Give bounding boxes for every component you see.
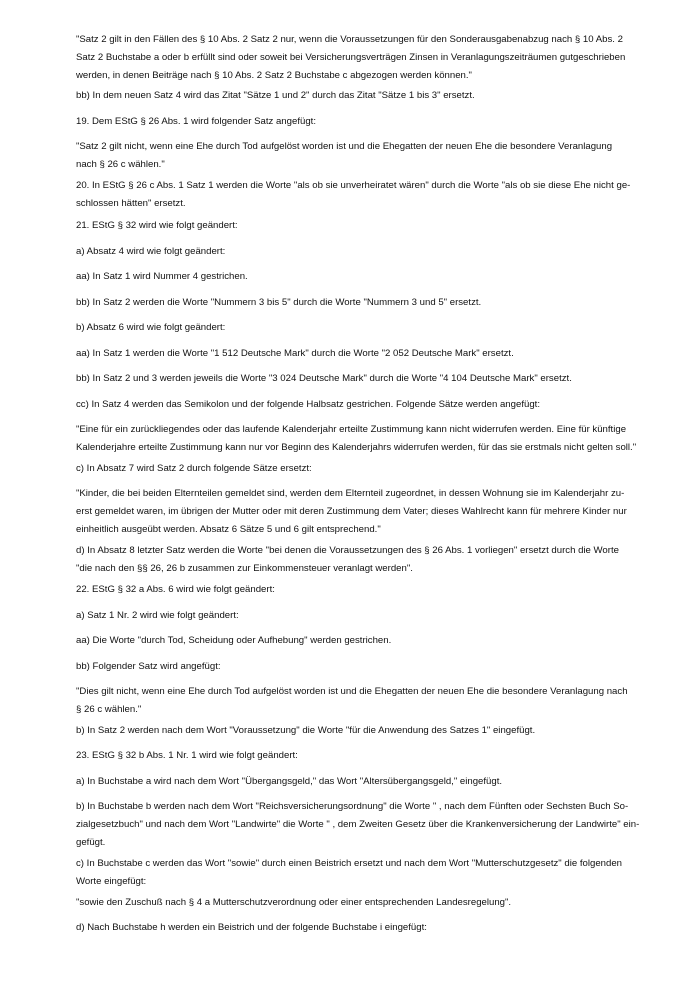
text-line: aa) Die Worte "durch Tod, Scheidung oder Aufhebung" werden gestrichen.: [76, 635, 392, 646]
paragraph: [76, 268, 634, 286]
paragraph: [76, 607, 634, 625]
paragraph: [76, 485, 634, 540]
text-line: nach § 26 c wählen.": [76, 159, 165, 171]
text-line: erst gemeldet waren, im übrigen der Mutter oder mit deren Zustimmung dem Vater; dieses Wahlrecht kann für mehrere Kinder nur: [76, 506, 627, 518]
text-line: "Kinder, die bei beiden Elternteilen gemeldet sind, werden dem Elternteil zugeordnet, in dessen Wohnung sie im Kalenderjahr zu-: [76, 488, 625, 499]
paragraph: [76, 319, 634, 337]
text-line: bb) Folgender Satz wird angefügt:: [76, 661, 221, 672]
paragraph: [76, 460, 634, 478]
paragraph: [76, 294, 634, 312]
paragraph: [76, 683, 634, 719]
text-line: schlossen hätten" ersetzt.: [76, 198, 186, 210]
text-line: 23. EStG § 32 b Abs. 1 Nr. 1 wird wie folgt geändert:: [76, 750, 298, 761]
text-line: b) In Satz 2 werden nach dem Wort "Voraussetzung" die Worte "für die Anwendung des Satzes 1" eingefügt.: [76, 725, 536, 736]
paragraph: [76, 919, 634, 937]
paragraph: [76, 177, 634, 213]
text-line: c) In Buchstabe c werden das Wort "sowie" durch einen Beistrich ersetzt und nach dem Wort "Mutterschutzgesetz" die folgenden: [76, 858, 622, 869]
paragraph: [76, 113, 634, 131]
text-line: "Eine für ein zurückliegendes oder das laufende Kalenderjahr erteilte Zustimmung kann nicht widerrufen werden. Eine für künftige: [76, 424, 627, 435]
text-line: § 26 c wählen.": [76, 704, 142, 716]
text-line: d) Nach Buchstabe h werden ein Beistrich und der folgende Buchstabe i eingefügt:: [76, 922, 427, 933]
text-line: einheitlich ausgeübt werden. Absatz 6 Sätze 5 und 6 gilt entsprechend.": [76, 524, 381, 536]
paragraph: [76, 370, 634, 388]
text-line: d) In Absatz 8 letzter Satz werden die Worte "bei denen die Voraussetzungen des § 26 Abs. 1 vorliegen" ersetzt durch die Worte: [76, 545, 619, 556]
text-line: bb) In Satz 2 werden die Worte "Nummern 3 bis 5" durch die Worte "Nummern 3 und 5" ersetzt.: [76, 297, 482, 308]
text-line: "Satz 2 gilt nicht, wenn eine Ehe durch Tod aufgelöst worden ist und die Ehegatten der neuen Ehe die besondere Veranlagung: [76, 141, 613, 152]
paragraph: [76, 217, 634, 235]
text-line: bb) In Satz 2 und 3 werden jeweils die Worte "3 024 Deutsche Mark" durch die Worte "4 104 Deutsche Mark" ersetzt.: [76, 373, 572, 384]
paragraph: [76, 581, 634, 599]
text-line: gefügt.: [76, 837, 106, 849]
text-line: a) In Buchstabe a wird nach dem Wort "Übergangsgeld," das Wort "Altersübergangsgeld," eingefügt.: [76, 776, 503, 787]
paragraph: [76, 798, 640, 853]
text-line: a) Absatz 4 wird wie folgt geändert:: [76, 246, 226, 257]
text-line: "Dies gilt nicht, wenn eine Ehe durch Tod aufgelöst worden ist und die Ehegatten der neuen Ehe die besondere Veranlagung nach: [76, 686, 628, 697]
paragraph: [76, 632, 634, 650]
paragraph: [76, 894, 634, 912]
text-line: zialgesetzbuch" und nach dem Wort "Landwirte" die Worte " , dem Zweiten Gesetz über die Krankenversicherung der Landwirte" ein-: [76, 819, 640, 831]
text-line: a) Satz 1 Nr. 2 wird wie folgt geändert:: [76, 610, 239, 621]
text-line: Worte eingefügt:: [76, 876, 147, 888]
paragraph: [76, 747, 634, 765]
paragraph: [76, 31, 634, 86]
text-line: werden, in denen Beiträge nach § 10 Abs. 2 Satz 2 Buchstabe c abgezogen werden können.": [76, 70, 472, 82]
paragraph: [76, 396, 634, 414]
text-line: 22. EStG § 32 a Abs. 6 wird wie folgt geändert:: [76, 584, 275, 595]
text-line: Satz 2 Buchstabe a oder b erfüllt sind oder soweit bei Versicherungsverträgen Zinsen in Veranlagungszeiträumen gutgeschrieben: [76, 52, 626, 64]
text-line: 20. In EStG § 26 c Abs. 1 Satz 1 werden die Worte "als ob sie unverheiratet wären" durch die Worte "als ob sie diese Ehe nicht ge-: [76, 180, 631, 191]
paragraph: [76, 421, 637, 457]
text-line: b) Absatz 6 wird wie folgt geändert:: [76, 322, 226, 333]
paragraph: [76, 773, 634, 791]
paragraph: [76, 722, 634, 740]
text-line: aa) In Satz 1 wird Nummer 4 gestrichen.: [76, 271, 248, 282]
text-line: "die nach den §§ 26, 26 b zusammen zur Einkommensteuer veranlagt werden".: [76, 563, 413, 575]
paragraph: [76, 243, 634, 261]
text-line: 19. Dem EStG § 26 Abs. 1 wird folgender Satz angefügt:: [76, 116, 316, 127]
text-line: Kalenderjahre erteilte Zustimmung kann nur vor Beginn des Kalenderjahrs widerrufen werden, für das sie erstmals nicht gelten soll.": [76, 442, 637, 454]
paragraph: [76, 855, 634, 891]
text-line: bb) In dem neuen Satz 4 wird das Zitat "Sätze 1 und 2" durch das Zitat "Sätze 1 bis 3" ersetzt.: [76, 90, 475, 101]
text-line: b) In Buchstabe b werden nach dem Wort "Reichsversicherungsordnung" die Worte " , nach dem Fünften oder Sechsten Buch So-: [76, 801, 629, 812]
paragraph: [76, 138, 634, 174]
paragraph: [76, 542, 634, 578]
paragraph: [76, 658, 634, 676]
paragraph: [76, 87, 634, 105]
text-line: 21. EStG § 32 wird wie folgt geändert:: [76, 220, 238, 231]
text-line: aa) In Satz 1 werden die Worte "1 512 Deutsche Mark" durch die Worte "2 052 Deutsche Mark" ersetzt.: [76, 348, 514, 359]
text-line: cc) In Satz 4 werden das Semikolon und der folgende Halbsatz gestrichen. Folgende Sätze werden angefügt:: [76, 399, 540, 410]
text-line: "Satz 2 gilt in den Fällen des § 10 Abs. 2 Satz 2 nur, wenn die Voraussetzungen für den Sonderausgabenabzug nach § 10 Abs. 2: [76, 34, 623, 45]
text-line: c) In Absatz 7 wird Satz 2 durch folgende Sätze ersetzt:: [76, 463, 312, 474]
text-line: "sowie den Zuschuß nach § 4 a Mutterschutzverordnung oder einer entsprechenden Landesregelung".: [76, 897, 512, 908]
paragraph: [76, 345, 634, 363]
